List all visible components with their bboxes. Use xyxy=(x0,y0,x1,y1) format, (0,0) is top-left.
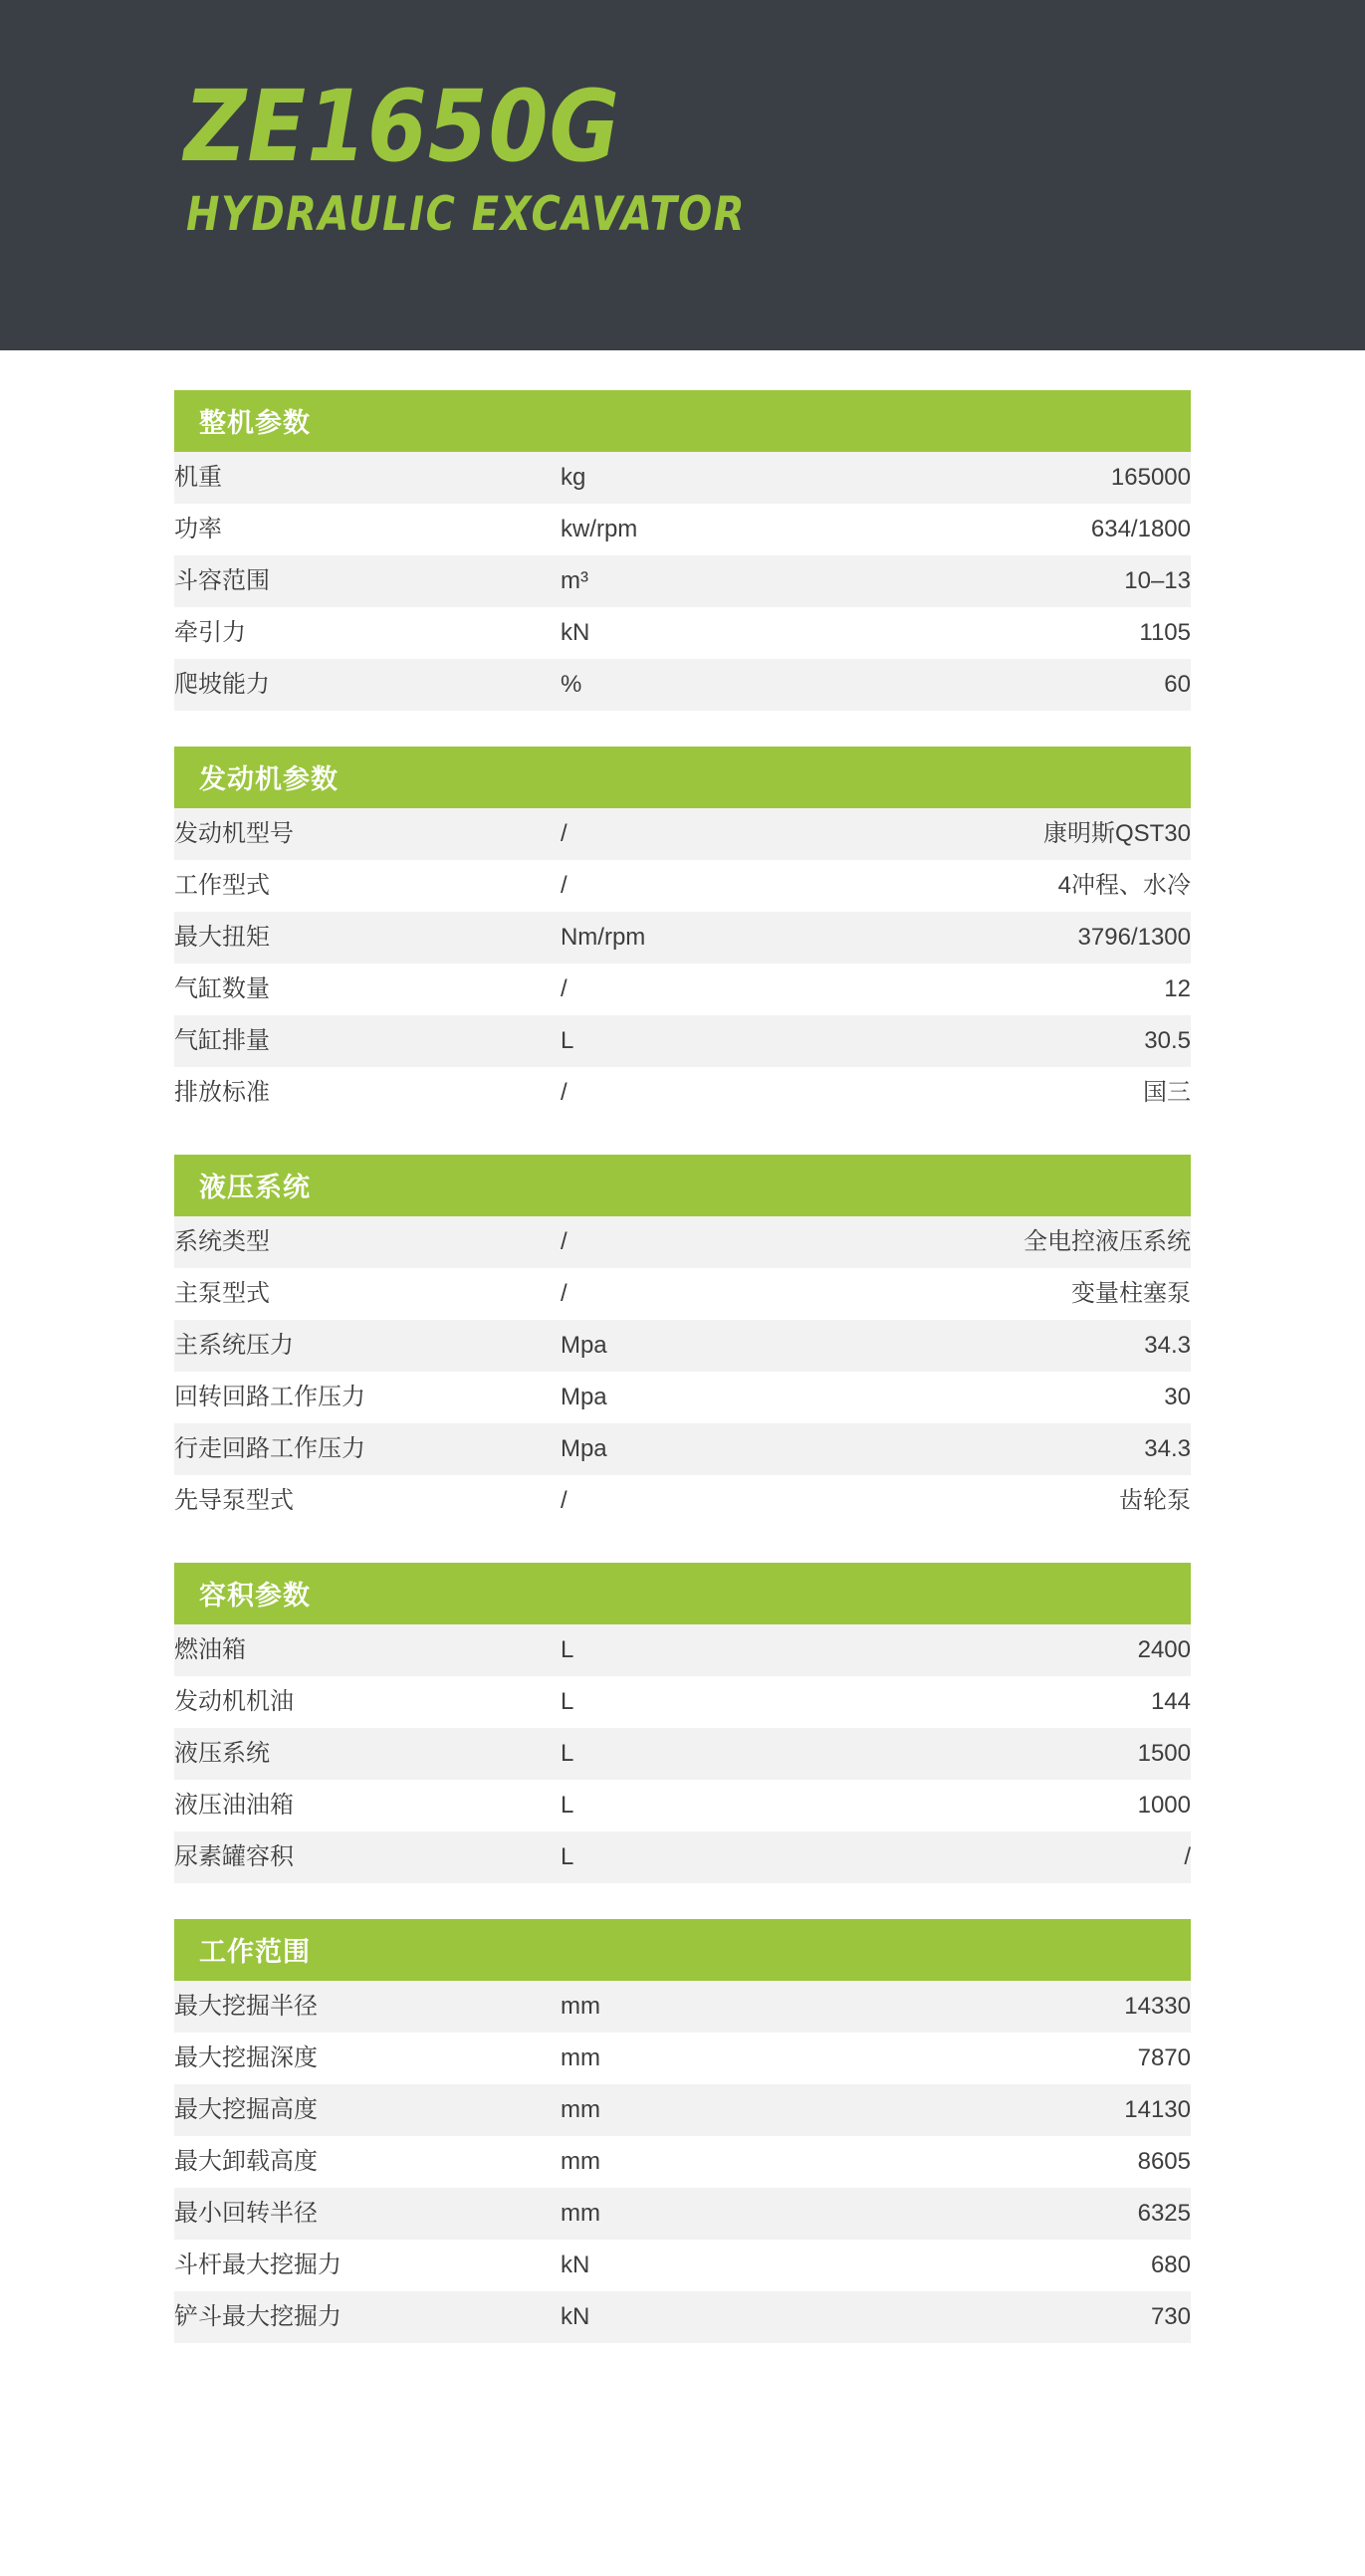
spec-parameter-unit: kN xyxy=(560,2303,590,2330)
spec-parameter-value: 730 xyxy=(1150,2303,1191,2330)
spec-parameter-unit: L xyxy=(560,1792,574,1819)
spec-parameter-name: 排放标准 xyxy=(174,1079,270,1106)
table-row xyxy=(174,1015,1191,1067)
spec-block xyxy=(174,747,1191,1119)
page-title: ZE1650G xyxy=(184,69,621,184)
spec-block xyxy=(174,390,1191,711)
spec-parameter-unit: mm xyxy=(560,2200,600,2227)
table-row xyxy=(174,1728,1191,1780)
table-row xyxy=(174,1268,1191,1320)
table-row xyxy=(174,1676,1191,1728)
table-row xyxy=(174,1981,1191,2033)
spec-parameter-name: 发动机机油 xyxy=(174,1688,294,1715)
spec-block-title: 容积参数 xyxy=(174,1563,1191,1624)
spec-parameter-unit: / xyxy=(560,975,568,1002)
table-row xyxy=(174,2188,1191,2240)
spec-parameter-unit: / xyxy=(560,1280,568,1307)
spec-parameter-unit: L xyxy=(560,1688,574,1715)
spec-parameter-name: 铲斗最大挖掘力 xyxy=(174,2303,341,2330)
spec-parameter-unit: m³ xyxy=(560,567,588,594)
table-row xyxy=(174,1216,1191,1268)
spec-parameter-name: 先导泵型式 xyxy=(174,1487,294,1514)
table-row xyxy=(174,860,1191,912)
spec-parameter-unit: Nm/rpm xyxy=(560,924,646,951)
table-row xyxy=(174,912,1191,964)
spec-parameter-value: 680 xyxy=(1150,2252,1191,2278)
spec-block-title: 整机参数 xyxy=(174,390,1191,452)
spec-parameter-value: 1500 xyxy=(1137,1740,1191,1767)
table-row xyxy=(174,1372,1191,1423)
table-row xyxy=(174,1624,1191,1676)
spec-parameter-unit: mm xyxy=(560,2044,600,2071)
spec-content xyxy=(0,350,1365,2403)
spec-parameter-value: 144 xyxy=(1150,1688,1191,1715)
spec-parameter-value: 2400 xyxy=(1137,1636,1191,1663)
spec-parameter-value: 1000 xyxy=(1137,1792,1191,1819)
spec-parameter-value: 康明斯QST30 xyxy=(1042,820,1191,847)
spec-parameter-name: 牵引力 xyxy=(174,619,246,646)
spec-parameter-value: / xyxy=(1184,1843,1191,1870)
spec-parameter-value: 34.3 xyxy=(1144,1332,1191,1359)
spec-parameter-name: 最大挖掘半径 xyxy=(174,1993,318,2020)
spec-block xyxy=(174,1919,1191,2343)
spec-parameter-value: 齿轮泵 xyxy=(1119,1487,1191,1514)
spec-block xyxy=(174,1563,1191,1883)
table-row xyxy=(174,2136,1191,2188)
spec-parameter-unit: Mpa xyxy=(560,1332,607,1359)
spec-block-title: 工作范围 xyxy=(174,1919,1191,1981)
spec-parameter-value: 14330 xyxy=(1124,1993,1191,2020)
spec-parameter-name: 最大挖掘高度 xyxy=(174,2096,318,2123)
spec-parameter-unit: L xyxy=(560,1027,574,1054)
spec-parameter-name: 主泵型式 xyxy=(174,1280,270,1307)
spec-parameter-name: 系统类型 xyxy=(174,1228,270,1255)
spec-parameter-unit: / xyxy=(560,820,568,847)
spec-parameter-value: 14130 xyxy=(1124,2096,1191,2123)
table-row xyxy=(174,1423,1191,1475)
spec-table xyxy=(174,808,1191,1119)
table-row xyxy=(174,659,1191,711)
spec-parameter-value: 12 xyxy=(1164,975,1191,1002)
table-row xyxy=(174,1320,1191,1372)
spec-parameter-name: 回转回路工作压力 xyxy=(174,1384,365,1410)
spec-parameter-name: 爬坡能力 xyxy=(174,671,270,698)
spec-parameter-name: 机重 xyxy=(174,464,222,491)
table-row xyxy=(174,1475,1191,1527)
spec-parameter-unit: kg xyxy=(560,464,586,491)
spec-parameter-unit: mm xyxy=(560,1993,600,2020)
spec-parameter-name: 最大挖掘深度 xyxy=(174,2044,318,2071)
table-row xyxy=(174,452,1191,504)
table-row xyxy=(174,2084,1191,2136)
spec-block xyxy=(174,1155,1191,1527)
spec-parameter-value: 全电控液压系统 xyxy=(1024,1228,1191,1255)
spec-parameter-unit: kN xyxy=(560,2252,590,2278)
spec-parameter-name: 最大卸载高度 xyxy=(174,2148,318,2175)
spec-parameter-unit: L xyxy=(560,1740,574,1767)
spec-parameter-unit: mm xyxy=(560,2096,600,2123)
table-row xyxy=(174,555,1191,607)
spec-parameter-value: 30 xyxy=(1164,1384,1191,1410)
spec-parameter-unit: / xyxy=(560,872,568,899)
spec-parameter-name: 功率 xyxy=(174,516,222,542)
spec-parameter-value: 6325 xyxy=(1137,2200,1191,2227)
table-row xyxy=(174,1780,1191,1831)
spec-parameter-name: 最大扭矩 xyxy=(174,924,270,951)
spec-parameter-value: 60 xyxy=(1164,671,1191,698)
page-header xyxy=(0,0,1365,350)
spec-parameter-value: 4冲程、水冷 xyxy=(1057,872,1191,899)
spec-parameter-value: 国三 xyxy=(1143,1079,1191,1106)
spec-parameter-unit: / xyxy=(560,1228,568,1255)
spec-block-title: 液压系统 xyxy=(174,1155,1191,1216)
table-row xyxy=(174,964,1191,1015)
spec-parameter-value: 165000 xyxy=(1110,464,1191,491)
table-row xyxy=(174,504,1191,555)
spec-parameter-name: 工作型式 xyxy=(174,872,270,899)
spec-block-title: 发动机参数 xyxy=(174,747,1191,808)
spec-parameter-name: 液压系统 xyxy=(174,1740,270,1767)
table-row xyxy=(174,808,1191,860)
spec-parameter-value: 34.3 xyxy=(1144,1435,1191,1462)
spec-parameter-name: 斗容范围 xyxy=(174,567,270,594)
spec-parameter-value: 30.5 xyxy=(1144,1027,1191,1054)
spec-parameter-unit: / xyxy=(560,1079,568,1106)
spec-parameter-unit: kw/rpm xyxy=(560,516,638,542)
spec-parameter-value: 7870 xyxy=(1137,2044,1191,2071)
table-row xyxy=(174,1831,1191,1883)
spec-parameter-name: 最小回转半径 xyxy=(174,2200,318,2227)
spec-table xyxy=(174,452,1191,711)
spec-parameter-unit: % xyxy=(560,671,582,698)
spec-parameter-value: 10–13 xyxy=(1124,567,1191,594)
spec-parameter-name: 液压油油箱 xyxy=(174,1792,294,1819)
table-row xyxy=(174,2033,1191,2084)
spec-parameter-value: 634/1800 xyxy=(1090,516,1191,542)
spec-table xyxy=(174,1981,1191,2343)
spec-parameter-name: 斗杆最大挖掘力 xyxy=(174,2252,341,2278)
spec-parameter-value: 3796/1300 xyxy=(1077,924,1191,951)
spec-parameter-value: 1105 xyxy=(1139,619,1191,646)
table-row xyxy=(174,607,1191,659)
spec-parameter-unit: L xyxy=(560,1636,574,1663)
spec-parameter-name: 气缸数量 xyxy=(174,975,270,1002)
spec-parameter-unit: / xyxy=(560,1487,568,1514)
spec-parameter-unit: mm xyxy=(560,2148,600,2175)
spec-table xyxy=(174,1216,1191,1527)
table-row xyxy=(174,2291,1191,2343)
spec-parameter-unit: L xyxy=(560,1843,574,1870)
spec-parameter-unit: Mpa xyxy=(560,1435,607,1462)
table-row xyxy=(174,1067,1191,1119)
spec-parameter-name: 尿素罐容积 xyxy=(174,1843,294,1870)
spec-parameter-unit: Mpa xyxy=(560,1384,607,1410)
spec-parameter-name: 行走回路工作压力 xyxy=(174,1435,365,1462)
table-row xyxy=(174,2240,1191,2291)
spec-table xyxy=(174,1624,1191,1883)
spec-parameter-value: 变量柱塞泵 xyxy=(1071,1280,1191,1307)
spec-parameter-unit: kN xyxy=(560,619,590,646)
spec-parameter-name: 燃油箱 xyxy=(174,1636,246,1663)
spec-parameter-value: 8605 xyxy=(1137,2148,1191,2175)
spec-parameter-name: 主系统压力 xyxy=(174,1332,294,1359)
spec-parameter-name: 发动机型号 xyxy=(174,820,294,847)
page-subtitle: HYDRAULIC EXCAVATOR xyxy=(186,187,747,242)
spec-parameter-name: 气缸排量 xyxy=(174,1027,270,1054)
